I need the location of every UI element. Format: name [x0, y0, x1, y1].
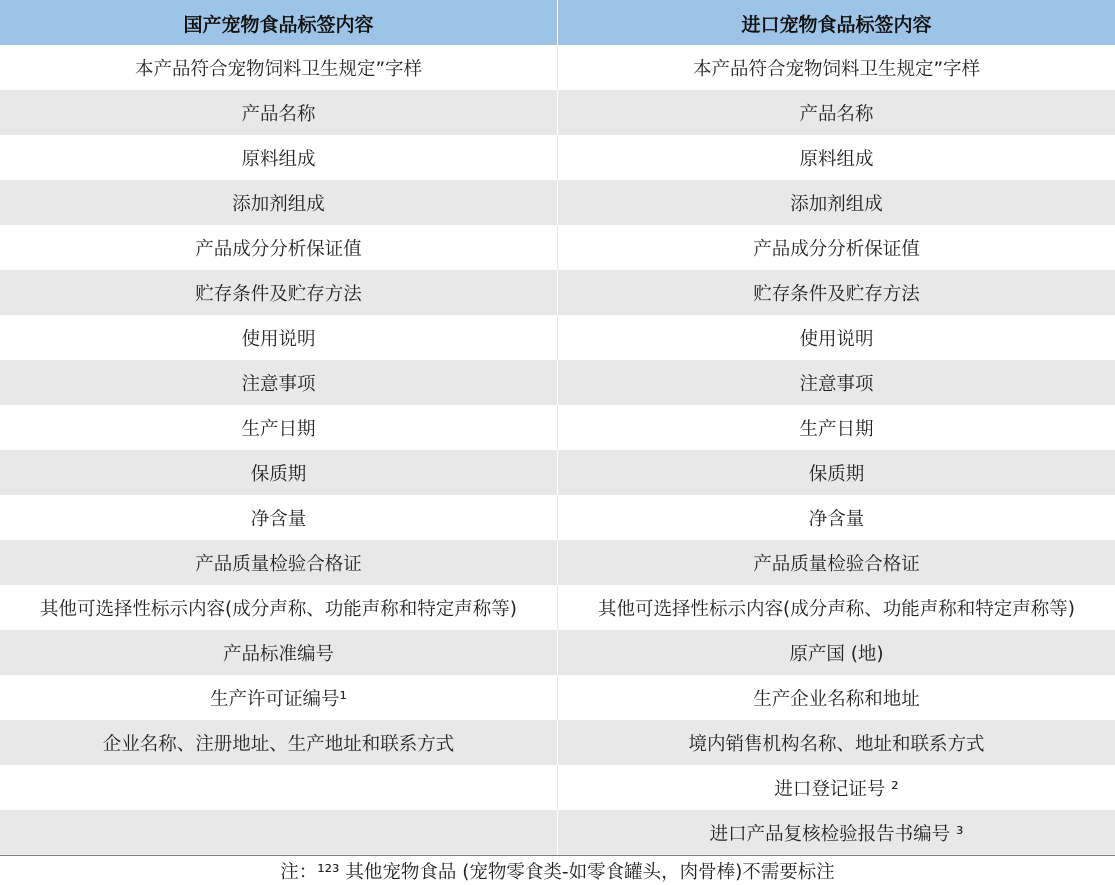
imported-cell: 原料组成	[557, 135, 1115, 180]
domestic-cell: 生产许可证编号¹	[0, 675, 557, 720]
table-row	[0, 675, 1115, 720]
domestic-cell: 添加剂组成	[0, 180, 557, 225]
domestic-cell: 注意事项	[0, 360, 557, 405]
domestic-cell: 保质期	[0, 450, 557, 495]
imported-cell: 产品名称	[557, 90, 1115, 135]
table-row	[0, 585, 1115, 630]
imported-cell: 本产品符合宠物饲料卫生规定”字样	[557, 45, 1115, 90]
imported-cell: 贮存条件及贮存方法	[557, 270, 1115, 315]
table-header-row	[0, 0, 1115, 45]
domestic-cell: 本产品符合宠物饲料卫生规定”字样	[0, 45, 557, 90]
table-row	[0, 630, 1115, 675]
table-row	[0, 225, 1115, 270]
table-row	[0, 495, 1115, 540]
table-row	[0, 45, 1115, 90]
table-row	[0, 540, 1115, 585]
table-row	[0, 135, 1115, 180]
table-row	[0, 810, 1115, 856]
header-domestic: 国产宠物食品标签内容	[0, 0, 557, 45]
table-row	[0, 360, 1115, 405]
imported-cell: 保质期	[557, 450, 1115, 495]
imported-cell: 添加剂组成	[557, 180, 1115, 225]
domestic-cell: 产品名称	[0, 90, 557, 135]
footnote: 注：¹²³ 其他宠物食品 (宠物零食类-如零食罐头，肉骨棒)不需要标注	[280, 861, 835, 883]
imported-cell: 进口产品复核检验报告书编号 ³	[557, 810, 1115, 855]
table-row	[0, 405, 1115, 450]
imported-cell: 使用说明	[557, 315, 1115, 360]
domestic-cell	[0, 765, 557, 810]
imported-cell: 净含量	[557, 495, 1115, 540]
imported-cell: 产品成分分析保证值	[557, 225, 1115, 270]
domestic-cell: 产品成分分析保证值	[0, 225, 557, 270]
domestic-cell: 使用说明	[0, 315, 557, 360]
domestic-cell	[0, 810, 557, 855]
imported-cell: 境内销售机构名称、地址和联系方式	[557, 720, 1115, 765]
imported-cell: 生产日期	[557, 405, 1115, 450]
domestic-cell: 原料组成	[0, 135, 557, 180]
table-row	[0, 315, 1115, 360]
table-row	[0, 720, 1115, 765]
imported-cell: 进口登记证号 ²	[557, 765, 1115, 810]
domestic-cell: 企业名称、注册地址、生产地址和联系方式	[0, 720, 557, 765]
domestic-cell: 其他可选择性标示内容(成分声称、功能声称和特定声称等)	[0, 585, 557, 630]
table-row	[0, 90, 1115, 135]
domestic-cell: 生产日期	[0, 405, 557, 450]
domestic-cell: 产品质量检验合格证	[0, 540, 557, 585]
domestic-cell: 净含量	[0, 495, 557, 540]
imported-cell: 其他可选择性标示内容(成分声称、功能声称和特定声称等)	[557, 585, 1115, 630]
table-row	[0, 765, 1115, 810]
table-row	[0, 180, 1115, 225]
domestic-cell: 产品标准编号	[0, 630, 557, 675]
domestic-cell: 贮存条件及贮存方法	[0, 270, 557, 315]
imported-cell: 原产国 (地)	[557, 630, 1115, 675]
imported-cell: 产品质量检验合格证	[557, 540, 1115, 585]
imported-cell: 生产企业名称和地址	[557, 675, 1115, 720]
table-row	[0, 450, 1115, 495]
imported-cell: 注意事项	[557, 360, 1115, 405]
table-row	[0, 270, 1115, 315]
header-imported: 进口宠物食品标签内容	[557, 0, 1115, 45]
